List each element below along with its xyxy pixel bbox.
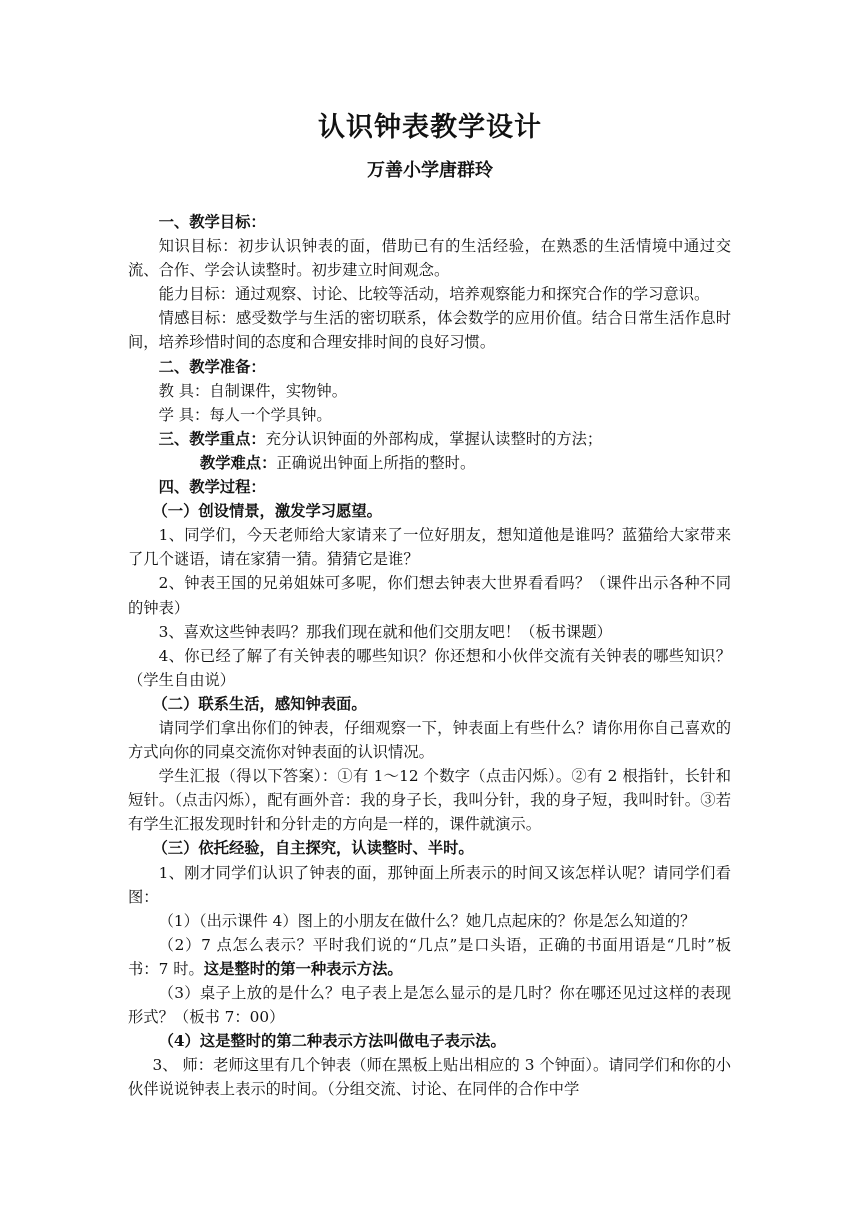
paragraph-emotion-goal: 情感目标：感受数学与生活的密切联系，体会数学的应用价值。结合日常生活作息时间，培养珍惜时间的态度和合理安排时间的良好习惯。 — [128, 309, 731, 352]
paragraph-learning-aids: 学 具：每人一个学具钟。 — [158, 405, 332, 424]
paragraph-3-4: （3）桌子上放的是什么？电子表上是怎么显示的是几时？你在哪还见过这样的表现形式？（板书 7：00） — [128, 984, 731, 1027]
paragraph-2-2: 学生汇报（得以下答案）：①有 1～12 个数字（点击闪烁）。②有 2 根指针，长针和短针。（点击闪烁），配有画外音：我的身子长，我叫分针，我的身子短，我叫时针。③若有学生汇报发现时针和分针走的方向是一样的，课件就演示。 — [128, 767, 731, 834]
paragraph-1-1: 1、同学们，今天老师给大家请来了一位好朋友，想知道他是谁吗？蓝猫给大家带来了几个谜语，请在家猜一猜。猜猜它是谁？ — [128, 526, 731, 569]
paragraph-3-3-text: （2）7 点怎么表示？平时我们说的“几点”是口头语，正确的书面用语是“几时”板书：7 时。 — [128, 935, 731, 978]
subsection-heading-3: （三）依托经验，自主探究，认读整时、半时。 — [152, 839, 474, 858]
paragraph-2-1: 请同学们拿出你们的钟表，仔细观察一下，钟表面上有些什么？请你用你自己喜欢的方式向你的同桌交流你对钟表面的认识情况。 — [128, 718, 731, 762]
paragraph-ability-goal: 能力目标：通过观察、讨论、比较等活动，培养观察能力和探究合作的学习意识。 — [158, 285, 710, 304]
paragraph-1-4: 4、你已经了解了有关钟表的哪些知识？你还想和小伙伴交流有关钟表的哪些知识？（学生自由说） — [128, 646, 731, 689]
paragraph-3-5: （4）这是整时的第二种表示方法叫做电子表示法。 — [158, 1032, 506, 1051]
document-title: 认识钟表教学设计 — [318, 112, 542, 143]
key-points-label: 三、教学重点： — [158, 429, 266, 448]
paragraph-knowledge-goal: 知识目标：初步认识钟表的面，借助已有的生活经验，在熟悉的生活情境中通过交流、合作、学会认读整时。初步建立时间观念。 — [128, 237, 731, 280]
paragraph-3-1: 1、刚才同学们认识了钟表的面，那钟面上所表示的时间又该怎样认呢？请同学们看图： — [128, 863, 731, 906]
subsection-heading-1: （一）创设情景，激发学习愿望。 — [152, 502, 382, 521]
paragraph-1-3: 3、喜欢这些钟表吗？那我们现在就和他们交朋友吧！（板书课题） — [158, 622, 612, 641]
paragraph-difficulties — [128, 451, 731, 475]
document-body — [128, 210, 731, 1101]
section-heading-preparation: 二、教学准备： — [158, 357, 266, 376]
paragraph-3-6: 3、 师：老师这里有几个钟表（师在黑板上贴出相应的 3 个钟面）。请同学们和你的小伙伴说说钟表上表示的时间。（分组交流、讨论、在同伴的合作中学 — [128, 1056, 731, 1099]
key-points-text: 充分认识钟面的外部构成，掌握认读整时的方法； — [265, 429, 603, 448]
section-heading-goals: 一、教学目标： — [158, 213, 266, 231]
paragraph-3-2: （1）（出示课件 4）图上的小朋友在做什么？她几点起床的？你是怎么知道的？ — [158, 911, 696, 930]
paragraph-3-3 — [128, 933, 731, 981]
section-heading-process: 四、教学过程： — [158, 478, 266, 497]
document-author: 万善小学唐群玲 — [367, 160, 493, 181]
difficulties-label: 教学难点： — [199, 453, 277, 472]
paragraph-1-2: 2、钟表王国的兄弟姐妹可多呢，你们想去钟表大世界看看吗？（课件出示各种不同的钟表） — [128, 574, 731, 617]
subsection-heading-2: （二）联系生活，感知钟表面。 — [152, 694, 367, 713]
paragraph-key-points — [128, 427, 731, 451]
difficulties-text: 正确说出钟面上所指的整时。 — [276, 453, 476, 472]
paragraph-3-3-emphasis: 这是整时的第一种表示方法。 — [203, 959, 403, 978]
paragraph-teaching-aids: 教 具：自制课件，实物钟。 — [158, 381, 348, 400]
